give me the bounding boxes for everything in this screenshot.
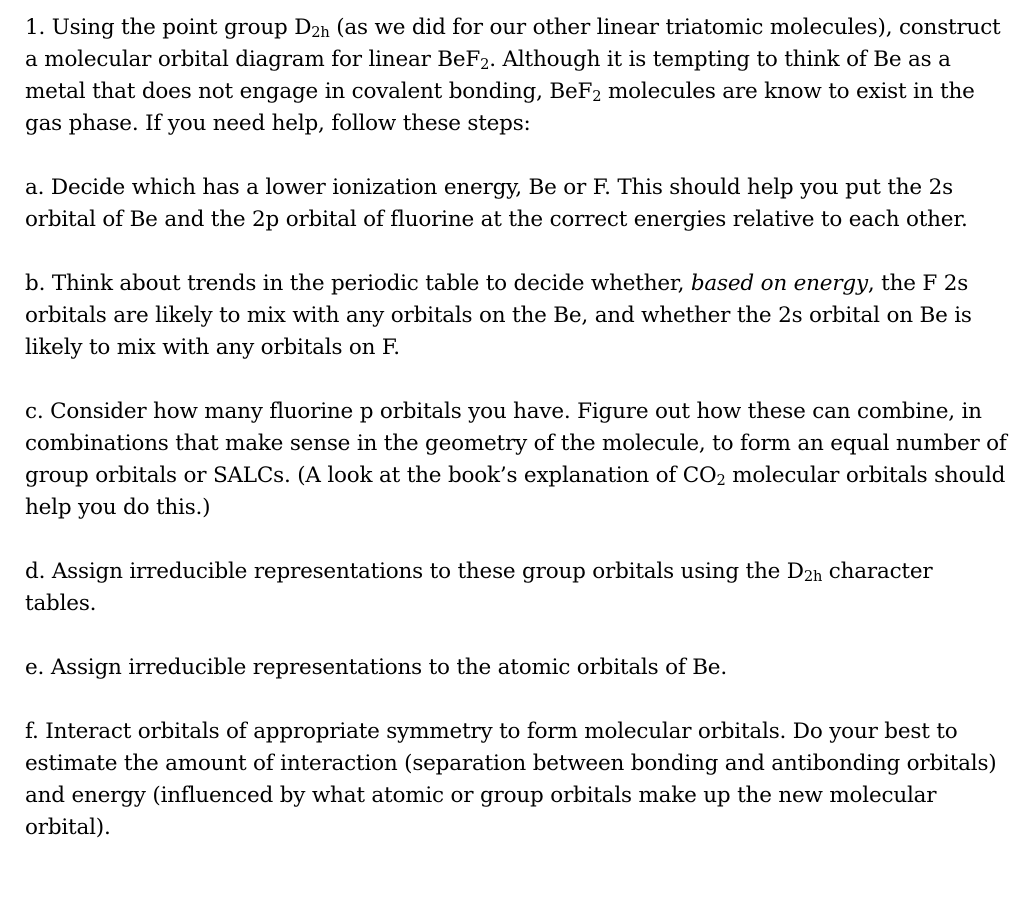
point-group-subscript: 2h: [803, 567, 823, 585]
step-b: b. Think about trends in the periodic table to decide whether, based on energy, the F 2s orbitals are likely to mix with any orbitals on the Be, and whether the 2s orbital on Be is likely to mix with any orbitals on F.: [25, 271, 972, 360]
step-label: c.: [25, 399, 44, 424]
emphasis-text: based on energy: [690, 271, 868, 296]
step-label: d.: [25, 559, 46, 584]
step-d: d. Assign irreducible representations to these group orbitals using the D2h character tables.: [25, 559, 933, 616]
formula-subscript: 2: [480, 55, 490, 73]
point-group-subscript: 2h: [311, 23, 330, 41]
step-label: f.: [25, 719, 39, 744]
step-e: e. Assign irreducible representations to the atomic orbitals of Be.: [25, 655, 727, 680]
question-number: 1.: [25, 15, 46, 40]
formula-subscript: 2: [716, 471, 726, 489]
step-label: b.: [25, 271, 46, 296]
step-label: e.: [25, 655, 45, 680]
formula-subscript: 2: [592, 87, 602, 105]
step-a: a. Decide which has a lower ionization energy, Be or F. This should help you put the 2s orbital of Be and the 2p orbital of fluorine at the correct energies relative to each other.: [25, 175, 968, 232]
step-f: f. Interact orbitals of appropriate symmetry to form molecular orbitals. Do your best to estimate the amount of interaction (separation between bonding and antibonding orbitals) and energy (influenced by what atomic or group orbitals make up the new molecular orbital).: [25, 719, 997, 840]
step-c: c. Consider how many fluorine p orbitals you have. Figure out how these can combine, in combinations that make sense in the geometry of the molecule, to form an equal number of group orbitals or SALCs. (A look at the book’s explanation of CO2 molecular orbitals should help you do this.): [25, 399, 1007, 520]
document-body: [25, 12, 1010, 876]
step-label: a.: [25, 175, 45, 200]
question-intro: 1. Using the point group D2h (as we did for our other linear triatomic molecules), construct a molecular orbital diagram for linear BeF2. Although it is tempting to think of Be as a metal that does not engage in covalent bonding, BeF2 molecules are know to exist in the gas phase. If you need help, follow these steps:: [25, 15, 1001, 136]
